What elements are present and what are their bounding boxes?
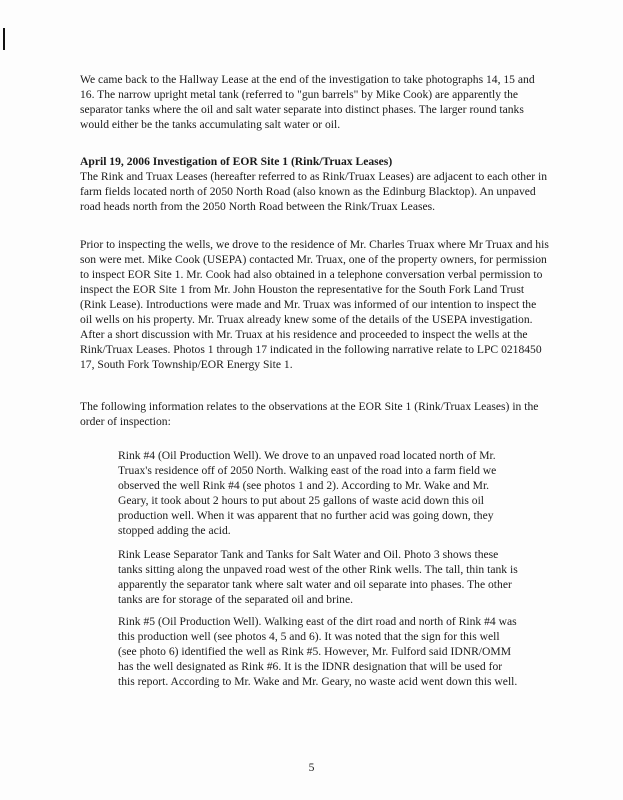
list-item-rink-4: Rink #4 (Oil Production Well). We drove to an unpaved road located north of Mr. Truax's residence off of 2050 North. Walking east of the road into a farm field we observed the well Rink #4 (see photos 1 and 2). According to Mr. Wake and Mr. Geary, it took about 2 hours to put about 25 gallons of waste acid down this oil production well. When it was apparent that no further acid was going down, they stopped adding the acid. [118,449,497,537]
prior-paragraph: Prior to inspecting the wells, we drove to the residence of Mr. Charles Truax where Mr Truax and his son were met. Mike Cook (USEPA) contacted Mr. Truax, one of the property owners, for permission to inspect EOR Site 1. Mr. Cook had also obtained in a telephone conversation verbal permission to inspect the EOR Site 1 from Mr. John Houston the representative for the South Fork Land Trust (Rink Lease). Introductions were made and Mr. Truax was informed of our intention to inspect the oil wells on his property. Mr. Truax already knew some of the details of the USEPA investigation. After a short discussion with Mr. Truax at his residence and proceeded to inspect the wells at the Rink/Truax Leases. Photos 1 through 17 indicated in the following narrative relate to LPC 0218450 17, South Fork Township/EOR Energy Site 1. [80,238,549,371]
intro-paragraph: We came back to the Hallway Lease at the end of the investigation to take photographs 14, 15 and 16. The narrow upright metal tank (referred to "gun barrels" by Mike Cook) are apparently the separator tanks where the oil and salt water separate into distinct phases. The larger round tanks would either be the tanks accumulating salt water or oil. [80,73,535,131]
scan-edge-mark [3,28,5,50]
section-block [80,154,550,214]
section-paragraph: The Rink and Truax Leases (hereafter referred to as Rink/Truax Leases) are adjacent to each other in farm fields located north of 2050 North Road (also known as the Edinburg Blacktop). An unpaved road heads north from the 2050 North Road between the Rink/Truax Leases. [80,170,548,213]
list-item-rink-5: Rink #5 (Oil Production Well). Walking east of the dirt road and north of Rink #4 was this production well (see photos 4, 5 and 6). It was noted that the sign for this well (see photo 6) identified the well as Rink #5. However, Mr. Fulford said IDNR/OMM has the well designated as Rink #6. It is the IDNR designation that will be used for this report. According to Mr. Wake and Mr. Geary, no waste acid went down this well. [118,615,518,688]
page-number: 5 [308,761,315,774]
list-item-separator-tanks: Rink Lease Separator Tank and Tanks for Salt Water and Oil. Photo 3 shows these tanks sitting along the unpaved road west of the other Rink wells. The tall, thin tank is apparently the separator tank where salt water and oil separate into phases. The other tanks are for storage of the separated oil and brine. [118,548,518,606]
section-heading: April 19, 2006 Investigation of EOR Site 1 (Rink/Truax Leases) [80,155,393,168]
following-paragraph: The following information relates to the observations at the EOR Site 1 (Rink/Truax Leases) in the order of inspection: [80,400,539,428]
